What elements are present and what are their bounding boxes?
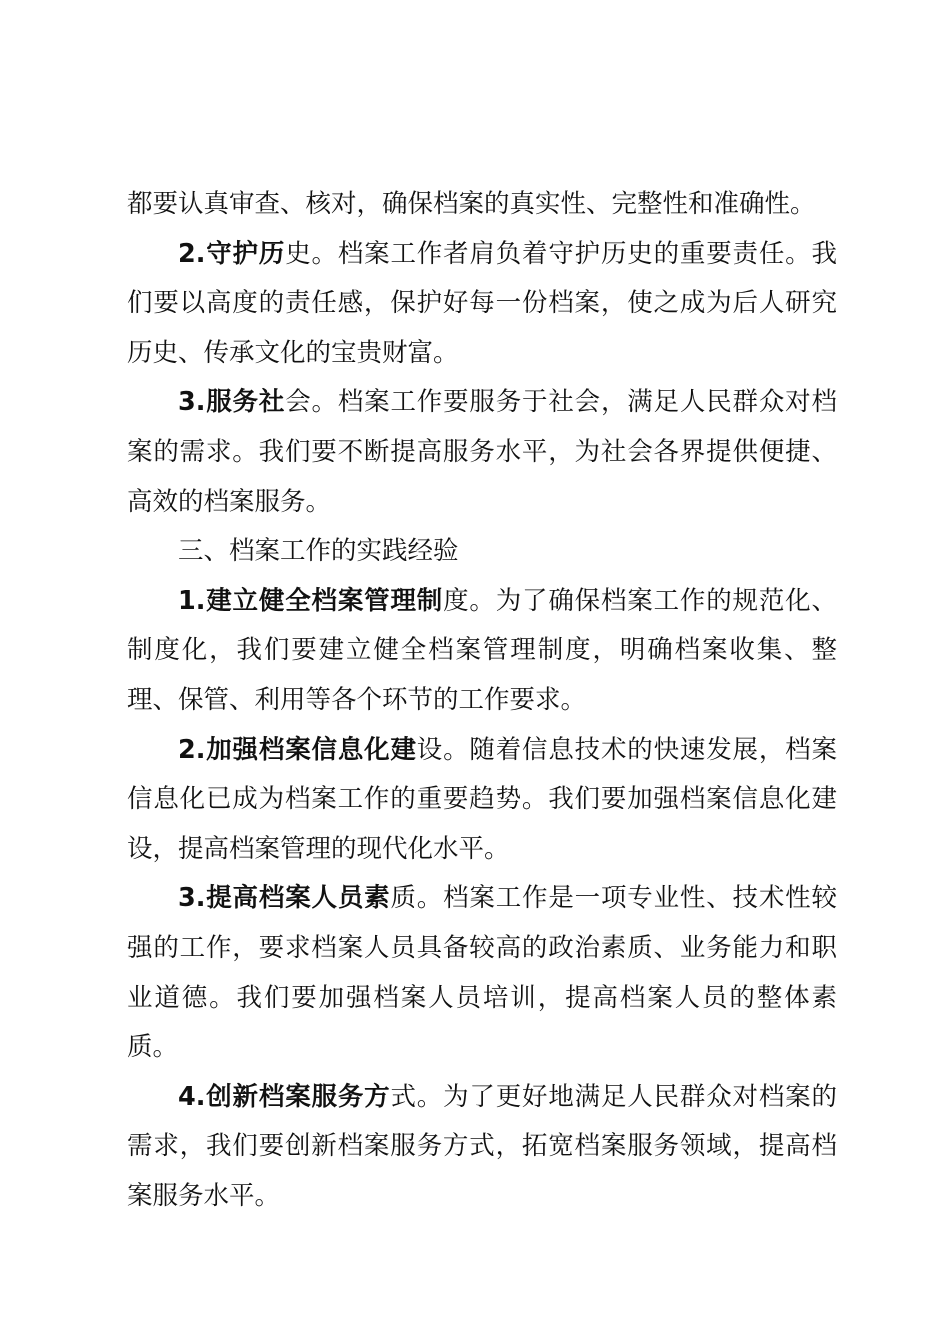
paragraph-management-system	[127, 577, 837, 726]
section-heading-practice	[127, 527, 837, 577]
paragraph-text: 都要认真审查、核对，确保档案的真实性、完整性和准确性。	[127, 189, 816, 219]
paragraph-service-innovation	[127, 1073, 837, 1222]
paragraph-heading: 4.创新档案服务方	[178, 1081, 391, 1112]
paragraph-heading: 1.建立健全档案管理制	[178, 585, 444, 616]
paragraph-text: 式。为了更好地满足人民群众对档案的需求，我们要创新档案服务方式，拓宽档案服务领域，提高档案服务水平。	[127, 1081, 837, 1211]
document-body	[127, 180, 837, 1221]
paragraph-continuation	[127, 180, 837, 230]
paragraph-guard-history	[127, 230, 837, 379]
paragraph-text: 会。档案工作要服务于社会，满足人民群众对档案的需求。我们要不断提高服务水平，为社会各界提供便捷、高效的档案服务。	[127, 387, 837, 517]
paragraph-informatization	[127, 726, 837, 875]
paragraph-heading: 2.守护历	[178, 238, 286, 269]
paragraph-heading: 2.加强档案信息化建	[178, 734, 417, 765]
paragraph-text: 质。档案工作是一项专业性、技术性较强的工作，要求档案人员具备较高的政治素质、业务能力和职业道德。我们要加强档案人员培训，提高档案人员的整体素质。	[127, 883, 837, 1063]
paragraph-text: 度。为了确保档案工作的规范化、制度化，我们要建立健全档案管理制度，明确档案收集、整理、保管、利用等各个环节的工作要求。	[127, 585, 837, 715]
paragraph-text: 史。档案工作者肩负着守护历史的重要责任。我们要以高度的责任感，保护好每一份档案，使之成为后人研究历史、传承文化的宝贵财富。	[127, 238, 837, 368]
section-heading-text: 三、档案工作的实践经验	[178, 536, 459, 567]
paragraph-text: 设。随着信息技术的快速发展，档案信息化已成为档案工作的重要趋势。我们要加强档案信息化建设，提高档案管理的现代化水平。	[127, 734, 837, 864]
paragraph-heading: 3.服务社	[178, 387, 286, 418]
paragraph-heading: 3.提高档案人员素	[178, 883, 391, 914]
paragraph-serve-society	[127, 378, 837, 527]
paragraph-staff-quality	[127, 874, 837, 1072]
